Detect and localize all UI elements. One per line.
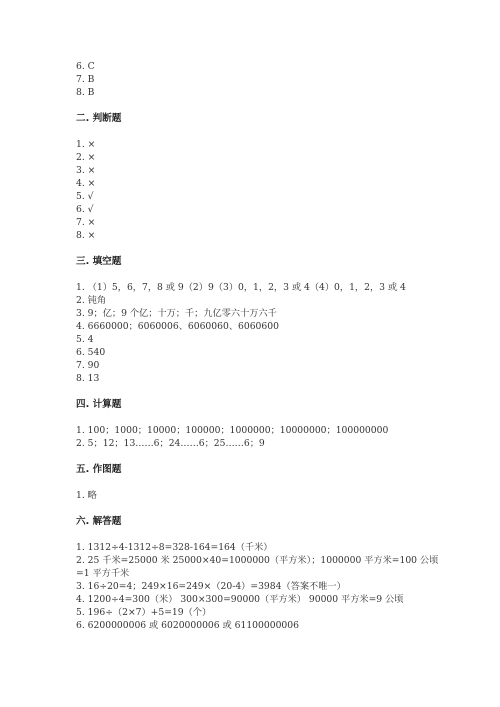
- section-heading: 五. 作图题: [76, 464, 122, 475]
- answer-line: 7. ×: [76, 217, 96, 228]
- answer-line: 6. C: [76, 61, 95, 72]
- answer-line: 8. B: [76, 87, 95, 98]
- answer-line: 1. ×: [76, 139, 96, 150]
- answer-line: 7. 90: [76, 360, 100, 371]
- section-heading: 四. 计算题: [76, 399, 122, 410]
- answer-line: 7. B: [76, 74, 95, 85]
- answer-line: 4. ×: [76, 178, 96, 189]
- section-heading: 三. 填空题: [76, 256, 122, 267]
- section-fill-blank: [76, 255, 456, 385]
- answer-line: 2. 5；12；13……6；24……6；25……6；9: [76, 438, 265, 449]
- section-heading: 六. 解答题: [76, 516, 122, 527]
- answer-line: 4. 6660000；6060006、6060060、6060600: [76, 321, 279, 332]
- answer-line: 1. 1312÷4-1312÷8=328-164=164（千米）: [76, 542, 273, 553]
- top-answers: [76, 60, 456, 99]
- answer-line: 1. （1）5，6，7，8 或 9（2）9（3）0，1，2，3 或 4（4）0，1，2，3 或 4: [76, 282, 406, 293]
- answer-line: 5. √: [76, 191, 94, 202]
- answer-line: 3. ×: [76, 165, 96, 176]
- answer-line: 8. 13: [76, 373, 100, 384]
- section-calculation: [76, 398, 456, 450]
- answer-page: [76, 60, 456, 632]
- answer-line: 2. ×: [76, 152, 96, 163]
- answer-line: 6. 6200000006 或 6020000006 或 61100000006: [76, 620, 299, 631]
- section-drawing: [76, 463, 456, 502]
- answer-line: 6. √: [76, 204, 94, 215]
- answer-line: 1. 100；1000；10000；100000；1000000；10000000；100000000: [76, 425, 389, 436]
- section-true-false: [76, 112, 456, 242]
- answer-line: 6. 540: [76, 347, 106, 358]
- answer-line: 8. ×: [76, 230, 96, 241]
- answer-line: 4. 1200÷4=300（米） 300×300=90000（平方米） 90000 平方米=9 公顷: [76, 594, 404, 605]
- answer-line: 3. 9；亿；9 个亿；十万；千；九亿零六十万六千: [76, 308, 277, 319]
- answer-line: =1 平方千米: [76, 568, 130, 579]
- answer-line: 2. 25 千米=25000 米 25000×40=1000000（平方米）；1000000 平方米=100 公顷: [76, 555, 439, 566]
- answer-line: 1. 略: [76, 490, 97, 501]
- answer-line: 5. 196÷（2×7）+5=19（个）: [76, 607, 212, 618]
- section-heading: 二. 判断题: [76, 113, 122, 124]
- answer-line: 2. 钝角: [76, 295, 107, 306]
- answer-line: 3. 16÷20=4；249×16=249×（20-4）=3984（答案不唯一）: [76, 581, 346, 592]
- section-word-problems: [76, 515, 456, 632]
- answer-line: 5. 4: [76, 334, 94, 345]
